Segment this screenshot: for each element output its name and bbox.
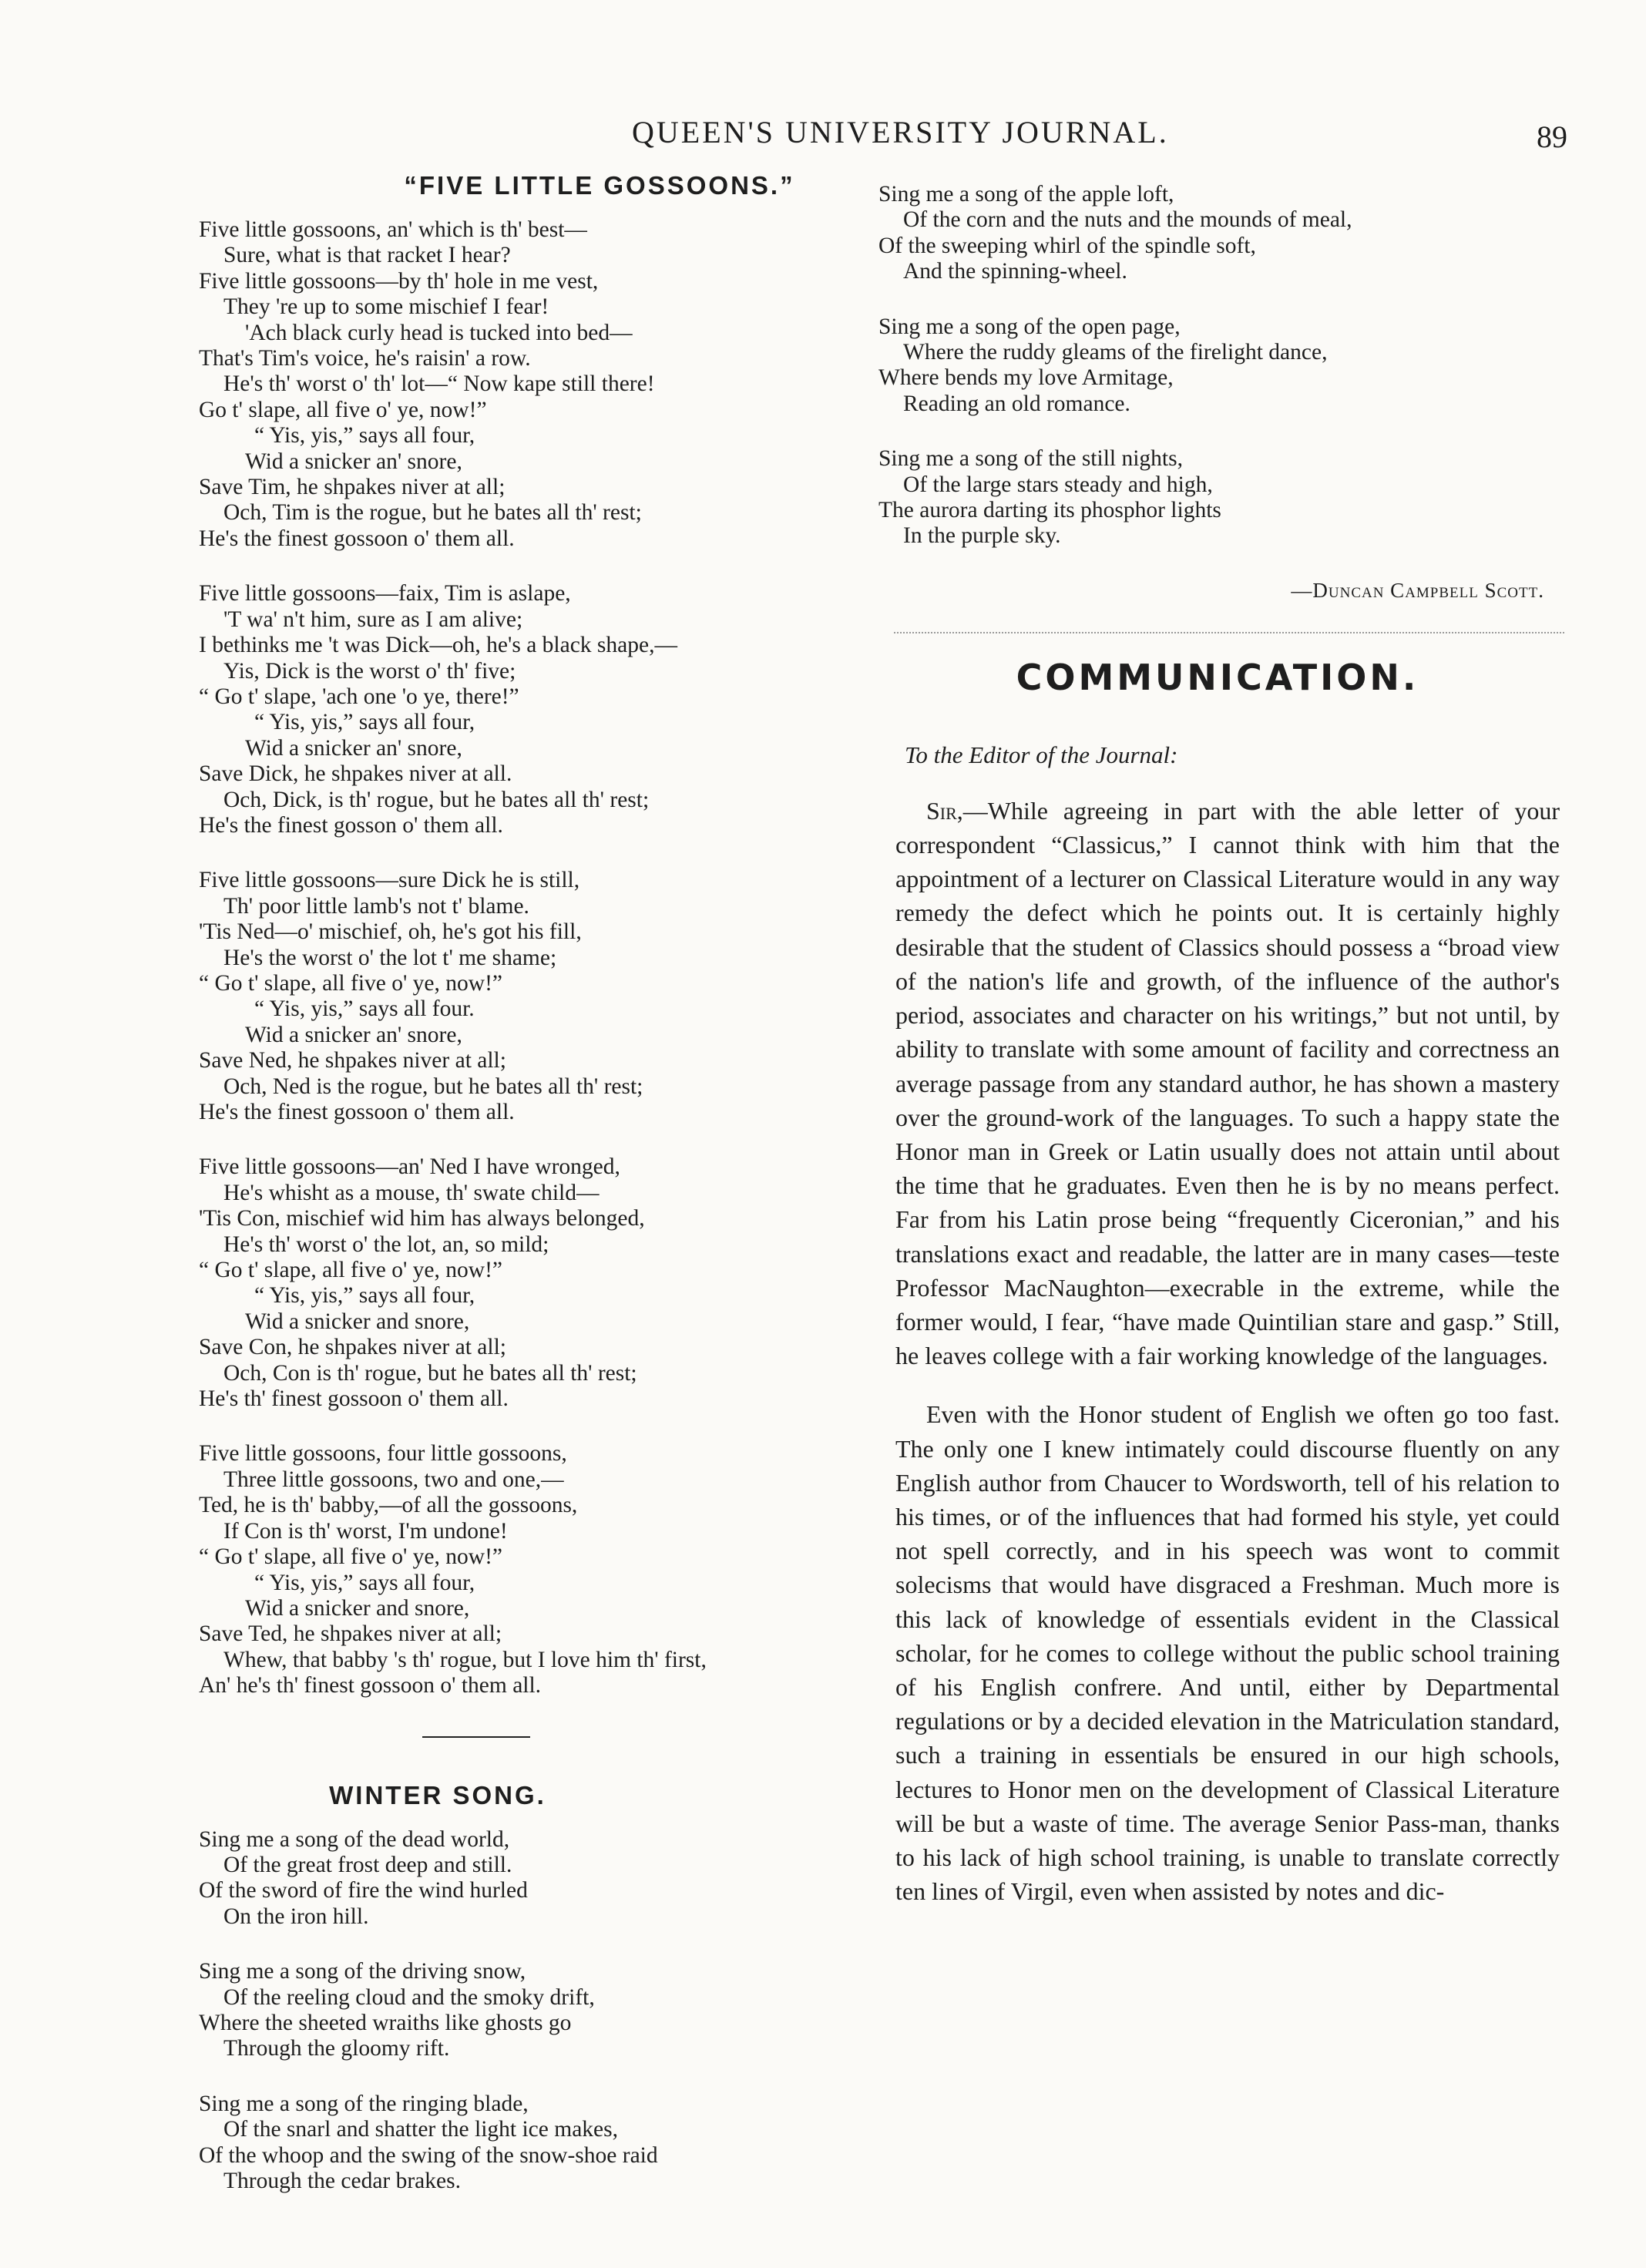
poem-line: Yis, Dick is the worst o' th' five; [223,658,516,684]
poem-line: Sing me a song of the ringing blade, [199,2091,529,2116]
poem-line: “ Yis, yis,” says all four. [254,996,475,1022]
poem-title-winter-song: WINTER SONG. [329,1780,546,1809]
running-head: QUEEN'S UNIVERSITY JOURNAL. [632,115,1169,150]
poem-five-little-gossoons [199,217,954,1699]
poem-line: Of the whoop and the swing of the snow-shoe raid [199,2142,658,2168]
poem-line: He's the worst o' the lot t' me shame; [223,945,557,970]
poem-line: And the spinning-wheel. [903,259,1127,284]
stanza [199,1959,954,2062]
letter-body [878,794,1560,1909]
poem-line: Five little gossoons—an' Ned I have wronged, [199,1154,620,1180]
poem-line: Of the sword of fire the wind hurled [199,1878,528,1903]
poem-line: Of the large stars steady and high, [903,472,1213,497]
poem-line: Through the cedar brakes. [223,2169,461,2193]
poem-line: Of the reeling cloud and the smoky drift, [223,1984,595,2010]
poem-line: He's whisht as a mouse, th' swate child— [223,1180,600,1205]
stanza [878,446,1557,549]
poem-line: Sure, what is that racket I hear? [223,243,511,268]
poem-line: He's the finest gosson o' them all. [199,812,503,838]
stanza [199,581,954,838]
poem-line: In the purple sky. [903,523,1061,549]
poem-line: Th' poor little lamb's not t' blame. [223,893,529,919]
letter-paragraph-1 [895,794,1560,1373]
poem-line: Save Ned, he shpakes niver at all; [199,1048,506,1074]
poem-line: On the iron hill. [223,1903,369,1929]
stanza [199,2092,954,2195]
poem-line: Sing me a song of the open page, [878,314,1181,339]
left-column [199,171,954,2223]
letter-paragraph-1-text: —While agreeing in part with the able letter of your correspondent “Classicus,” I cannot think with him that the appointment of a lecturer on Classical Literature would in any way remedy the defect which he points out. It is certainly highly desirable that the student of Classics should possess a “broad view of the nation's life and growth, of the influence of the author's period, associates and character on his writings,” but not until, by ability to translate with some amount of facility and correctness an average passage from any standard author, he has shown a mastery over the ground-work of the languages. To such a happy state the Honor man in Greek or Latin usually does not attain until about the time that he graduates. Even then he is by no means perfect. Far from his Latin prose being “frequently Ciceronian,” and his translations exact and readable, the latter are in many cases—teste Professor MacNaughton—execrable in the extreme, while the former would, I fear, “have made Quintilian stare and gasp.” Still, he leaves college with a fair working knowledge of the languages. [895,796,1560,1370]
poem-line: Sing me a song of the apple loft, [878,182,1174,207]
poem-line: “ Yis, yis,” says all four, [254,1283,475,1309]
poem-line: “ Go t' slape, all five o' ye, now!” [199,1258,503,1283]
poem-line: Sing me a song of the driving snow, [199,1959,526,1984]
poem-line: The aurora darting its phosphor lights [878,498,1221,523]
poem-title-five-little-gossoons: “FIVE LITTLE GOSSOONS.” [404,171,795,200]
poem-line: Go t' slape, all five o' ye, now!” [199,397,487,422]
poem-line: Wid a snicker an' snore, [245,735,462,761]
poem-line: 'Tis Ned—o' mischief, oh, he's got his fill, [199,919,582,945]
page-number: 89 [1537,119,1567,154]
poem-line: “ Go t' slape, all five o' ye, now!” [199,1544,503,1570]
poem-line: Och, Con is th' rogue, but he bates all th' rest; [223,1360,637,1386]
poem-line: 'T wa' n't him, sure as I am alive; [223,606,523,632]
poem-line: He's th' finest gossoon o' them all. [199,1386,509,1412]
poem-line: If Con is th' worst, I'm undone! [223,1518,508,1544]
salutation-word: Sir, [926,796,963,825]
poem-line: “ Yis, yis,” says all four, [254,710,475,735]
poem-line: Of the corn and the nuts and the mounds of meal, [903,207,1352,233]
letter-paragraph-2: Even with the Honor student of English we often go too fast. The only one I knew intimately could discourse fluently on any English author from Chaucer to Wordsworth, tell of his relation to his times, or of the influences that had formed his style, yet could not spell correctly, and in his speech was wont to commit solecisms that would have disgraced a Freshman. Much more is this lack of knowledge of essentials evident in the Classical scholar, for he comes to college without the public school training of his English confrere. And until, either by Departmental regulations or by a decided elevation in the Matriculation standard, such a training in essentials be ensured in our high schools, lectures to Honor men on the development of Classical Literature will be but a waste of time. The average Senior Pass-man, thanks to his lack of high school training, is unable to translate correctly ten lines of Virgil, even when assisted by notes and dic- [895,1400,1560,1906]
poem-line: Sing me a song of the still nights, [878,446,1183,472]
poem-line: Save Ted, he shpakes niver at all; [199,1621,502,1647]
poem-line: Five little gossoons—sure Dick he is still, [199,868,580,893]
dotted-divider [894,632,1564,633]
poem-line: Five little gossoons, four little gossoons, [199,1441,567,1467]
poem-line: Och, Tim is the rogue, but he bates all th' rest; [223,500,642,526]
poem-line: “ Yis, yis,” says all four, [254,1570,475,1595]
poem-line: Whew, that babby 's th' rogue, but I love him th' first, [223,1647,707,1672]
poem-line: Wid a snicker and snore, [245,1595,470,1621]
poem-line: “ Go t' slape, 'ach one 'o ye, there!” [199,684,519,709]
poem-line: “ Go t' slape, all five o' ye, now!” [199,970,503,996]
poem-line: 'Tis Con, mischief wid him has always belonged, [199,1206,645,1231]
stanza [199,1441,954,1698]
poem-line: “ Yis, yis,” says all four, [254,423,475,449]
poem-line: That's Tim's voice, he's raisin' a row. [199,346,531,371]
poem-line: I bethinks me 't was Dick—oh, he's a black shape,— [199,633,677,658]
poem-line: He's the finest gossoon o' them all. [199,526,515,551]
poem-line: Of the sweeping whirl of the spindle soft, [878,233,1256,258]
poem-line: Wid a snicker an' snore, [245,449,462,474]
poem-winter-song-part-one [199,1827,954,2195]
section-divider [422,1736,530,1738]
right-column [878,171,1560,1933]
poem-line: Ted, he is th' babby,—of all the gossoons, [199,1493,578,1518]
stanza [878,182,1557,285]
poem-line: They 're up to some mischief I fear! [223,294,549,320]
poem-line: An' he's th' finest gossoon o' them all. [199,1673,542,1698]
poem-attribution: —Duncan Campbell Scott. [1291,578,1544,602]
poem-line: Och, Ned is the rogue, but he bates all th' rest; [223,1074,643,1099]
poem-line: Three little gossoons, two and one,— [223,1467,564,1492]
poem-line: He's the finest gossoon o' them all. [199,1100,515,1124]
poem-line: Wid a snicker and snore, [245,1309,470,1334]
stanza [199,1154,954,1412]
poem-line: Five little gossoons, an' which is th' best— [199,217,587,242]
poem-line: Through the gloomy rift. [223,2036,450,2061]
poem-line: Wid a snicker an' snore, [245,1022,462,1047]
salutation: To the Editor of the Journal: [905,741,1178,768]
poem-line: Save Dick, he shpakes niver at all. [199,761,512,787]
communication-heading: COMMUNICATION. [1016,656,1419,698]
poem-line: Five little gossoons—by th' hole in me vest, [199,268,599,294]
poem-line: Save Con, he shpakes niver at all; [199,1335,506,1360]
poem-line: 'Ach black curly head is tucked into bed— [245,320,633,345]
poem-line: Reading an old romance. [903,391,1130,416]
poem-line: He's th' worst o' the lot, an, so mild; [223,1231,549,1257]
poem-line: He's th' worst o' th' lot—“ Now kape still there! [223,371,655,397]
poem-line: Of the snarl and shatter the light ice makes, [223,2117,618,2142]
poem-line: Of the great frost deep and still. [223,1852,512,1877]
poem-line: Where the sheeted wraiths like ghosts go [199,2010,572,2035]
stanza [199,868,954,1125]
stanza [878,314,1557,418]
poem-line: Och, Dick, is th' rogue, but he bates all th' rest; [223,787,650,812]
stanza [199,1827,954,1930]
poem-line: Sing me a song of the dead world, [199,1826,510,1852]
poem-winter-song-part-two [878,182,1557,549]
poem-line: Where the ruddy gleams of the firelight dance, [903,340,1328,365]
stanza [199,217,954,552]
poem-line: Where bends my love Armitage, [878,365,1174,391]
poem-line: Save Tim, he shpakes niver at all; [199,475,506,500]
poem-line: Five little gossoons—faix, Tim is aslape, [199,581,571,606]
